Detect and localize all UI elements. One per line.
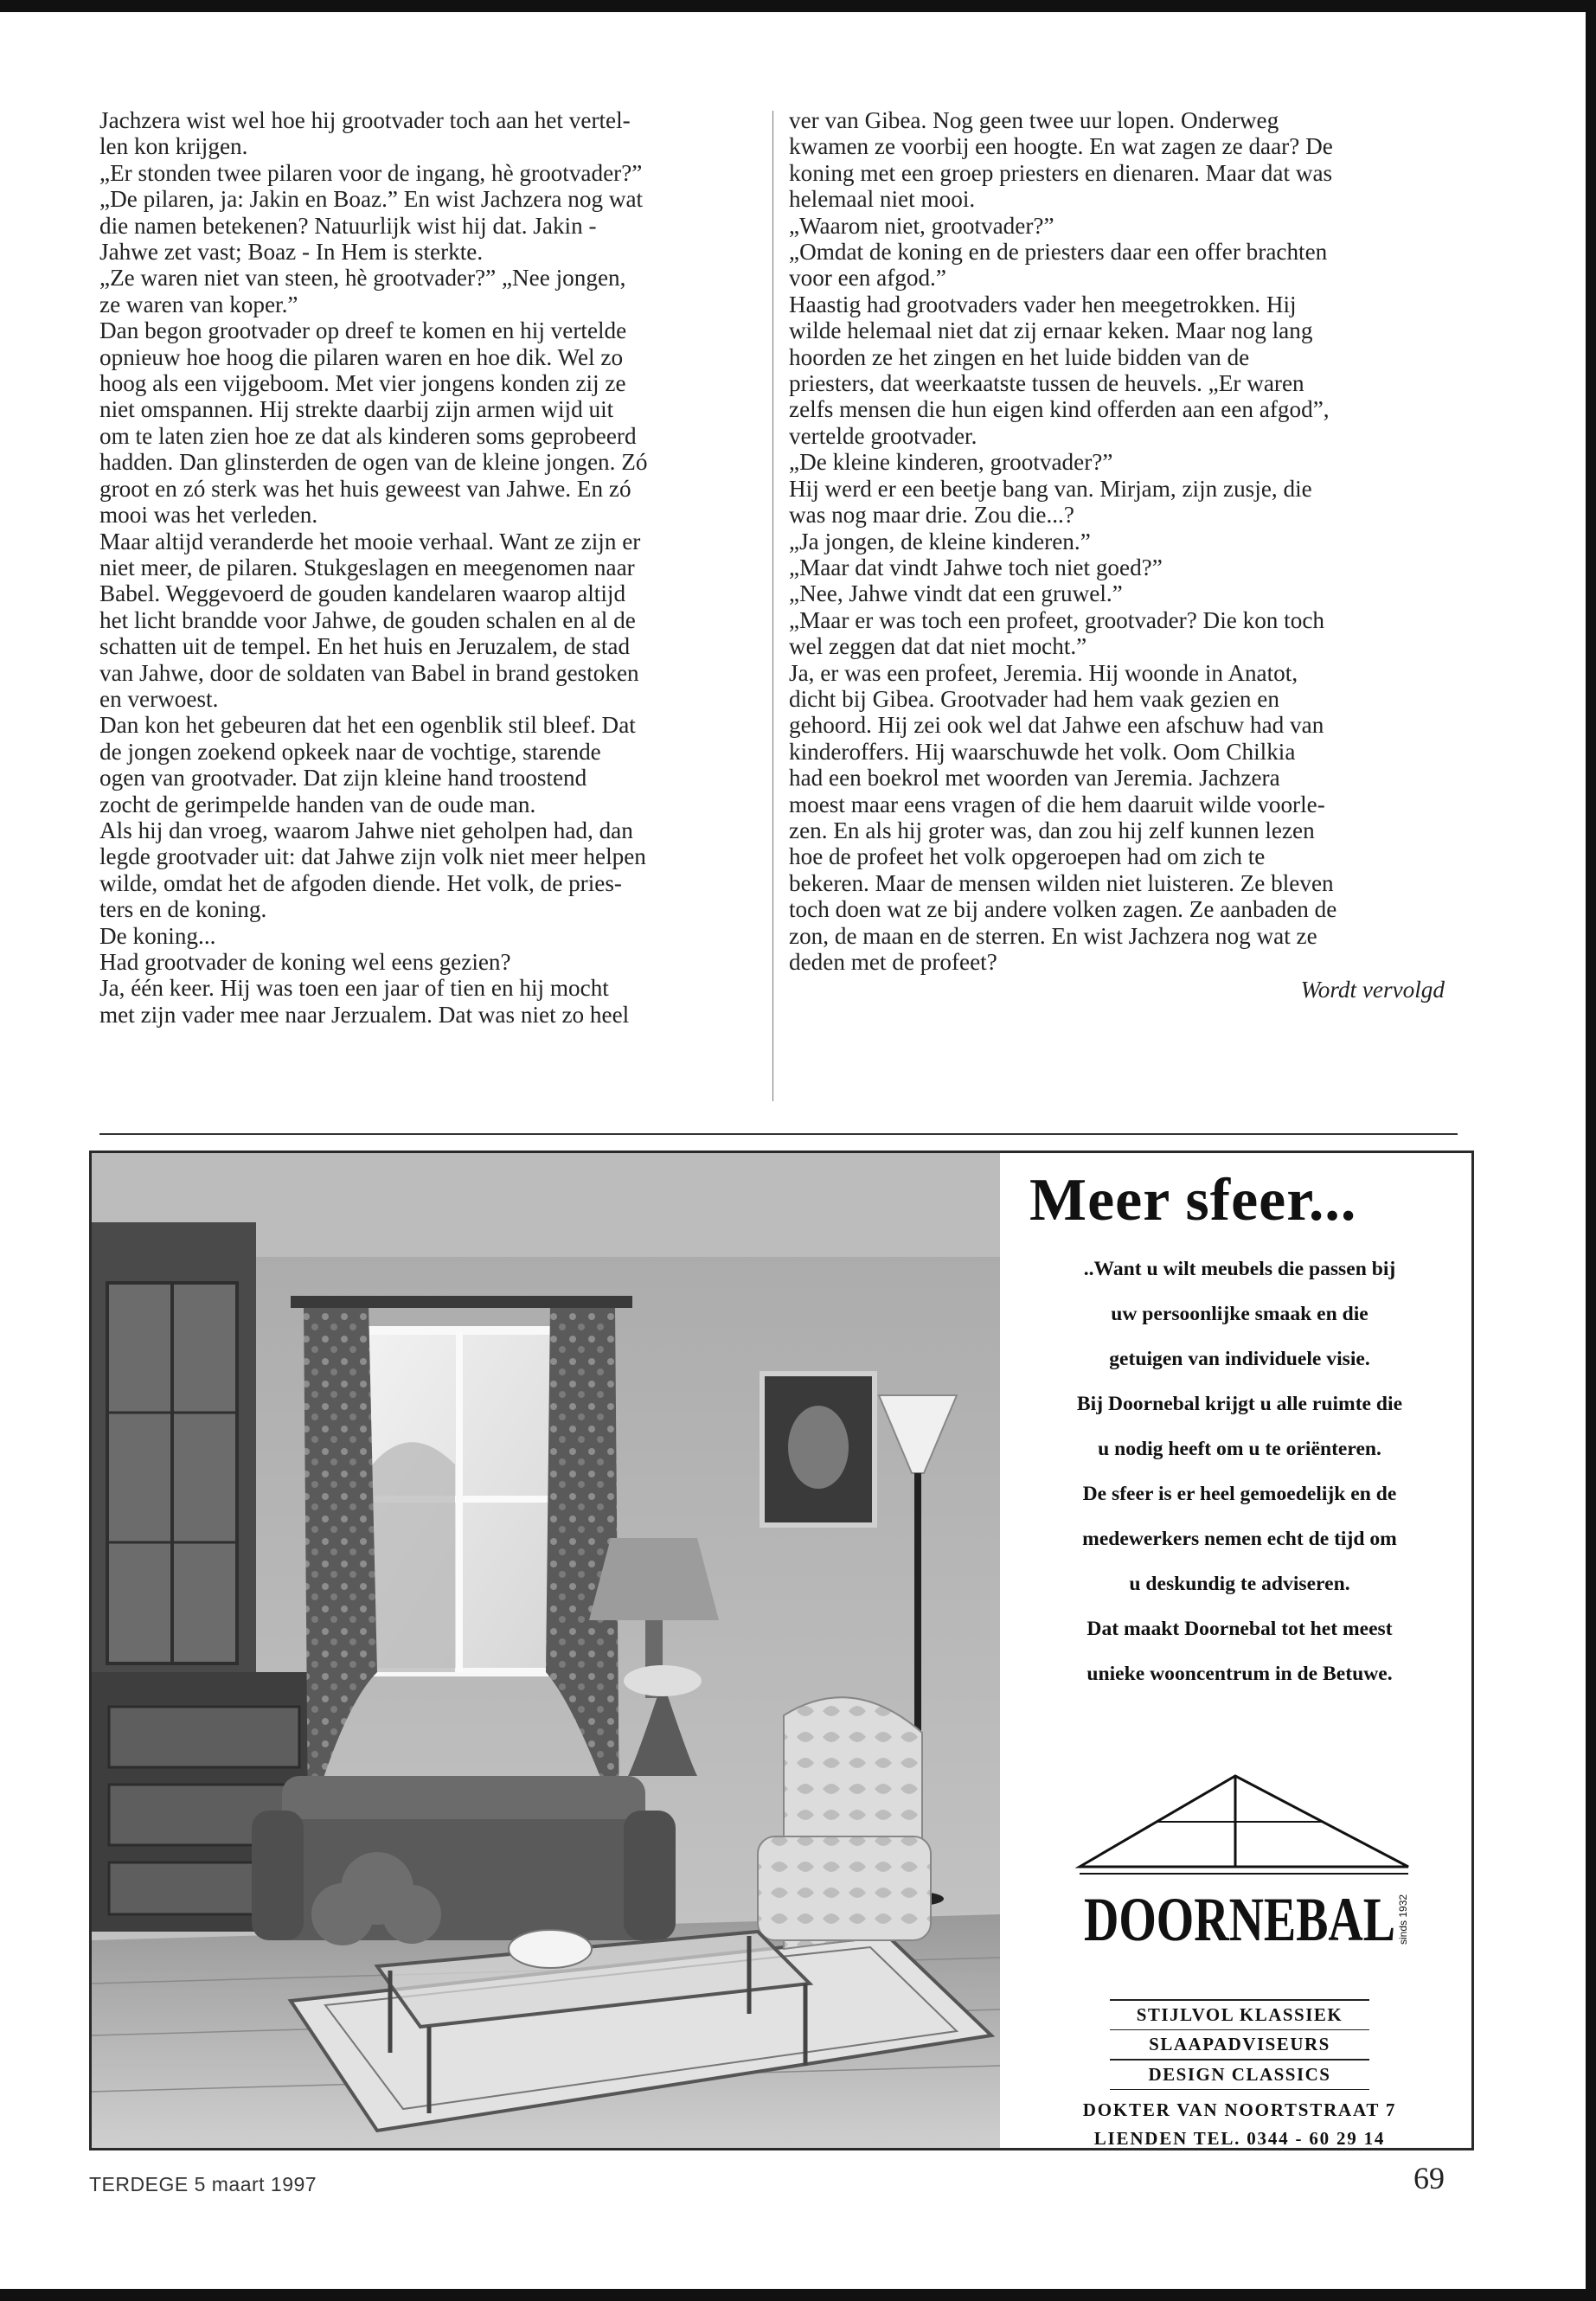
article-line: was nog maar drie. Zou die...? — [789, 502, 1074, 529]
article-line: Ja, één keer. Hij was toen een jaar of tien en hij mocht — [99, 975, 609, 1002]
article-line: vertelde grootvader. — [789, 422, 977, 449]
advert-body-line: uw persoonlijke smaak en die — [1111, 1303, 1368, 1325]
article-line: kinderoffers. Hij waarschuwde het volk. Oom Chilkia — [789, 738, 1296, 765]
article-line: zon, de maan en de sterren. En wist Jachzera nog wat ze — [789, 922, 1317, 949]
article-line: van Jahwe, door de soldaten van Babel in brand gestoken — [99, 659, 639, 686]
living-room-photo — [92, 1153, 1000, 2148]
scan-border-bottom — [0, 2289, 1596, 2301]
article-line: Dan begon grootvader op dreef te komen en hij vertelde — [99, 317, 627, 344]
doornebal-advert — [89, 1150, 1474, 2150]
advert-body — [1010, 1247, 1469, 1696]
article-line: kwamen ze voorbij een hoogte. En wat zagen ze daar? De — [789, 133, 1333, 160]
article-line: moest maar eens vragen of die hem daaruit wilde voorle- — [789, 791, 1325, 817]
article-line: om te laten zien hoe ze dat als kinderen soms geprobeerd — [99, 422, 637, 449]
article-line: Maar altijd veranderde het mooie verhaal. Want ze zijn er — [99, 528, 641, 554]
article-line: Ja, er was een profeet, Jeremia. Hij woonde in Anatot, — [789, 659, 1298, 686]
publication-footer: TERDEGE 5 maart 1997 — [89, 2173, 317, 2195]
article-left-column — [99, 107, 757, 1028]
article-line: helemaal niet mooi. — [789, 186, 976, 213]
speciality-tag: SLAAPADVISEURS — [1149, 2034, 1330, 2054]
article-line: wilde helemaal niet dat zij ernaar keken. Maar nog lang — [789, 317, 1313, 344]
advert-body-line: unieke wooncentrum in de Betuwe. — [1086, 1663, 1393, 1685]
article-line: „Maar er was toch een profeet, grootvader? Die kon toch — [789, 606, 1324, 633]
speciality-tag: STIJLVOL KLASSIEK — [1136, 2003, 1343, 2025]
article-line: schatten uit de tempel. En het huis en Jeruzalem, de stad — [99, 633, 631, 660]
article-line: dicht bij Gibea. Grootvader had hem vaak gezien en — [789, 685, 1279, 712]
article-line: „Ze waren niet van steen, hè grootvader?” „Nee jongen, — [99, 265, 626, 292]
column-divider — [772, 111, 773, 1101]
article-line: ogen van grootvader. Dat zijn kleine hand troostend — [99, 765, 587, 792]
article-line: bekeren. Maar de mensen wilden niet luisteren. Ze bleven — [789, 869, 1334, 896]
article-line: wel zeggen dat dat niet mocht.” — [789, 633, 1087, 660]
article-line: zelfs mensen die hun eigen kind offerden aan een afgod”, — [789, 396, 1330, 423]
advert-top-rule — [99, 1133, 1458, 1135]
advert-body-line: Dat maakt Doornebal tot het meest — [1086, 1618, 1393, 1640]
article-line: priesters, dat weerkaatste tussen de heuvels. „Er waren — [789, 370, 1304, 397]
article-line: Hij werd er een beetje bang van. Mirjam, zijn zusje, die — [789, 475, 1312, 502]
article-line: hoe de profeet het volk opgeroepen had om zich te — [789, 843, 1266, 870]
article-line: en verwoest. — [99, 685, 219, 712]
article-line: groot en zó sterk was het huis geweest van Jahwe. En zó — [99, 475, 631, 502]
to-be-continued: Wordt vervolgd — [1300, 977, 1445, 1003]
article-line: die namen betekenen? Natuurlijk wist hij dat. Jakin - — [99, 212, 597, 239]
address-line: DOKTER VAN NOORTSTRAAT 7 — [1082, 2099, 1397, 2120]
advert-address — [1010, 2096, 1469, 2150]
article-line: Had grootvader de koning wel eens gezien? — [99, 949, 511, 975]
article-line: ze waren van koper.” — [99, 291, 298, 317]
article-line: „De kleine kinderen, grootvader?” — [789, 449, 1113, 476]
article-line: toch doen wat ze bij andere volken zagen. Ze aanbaden de — [789, 896, 1337, 923]
article-line: De koning... — [99, 922, 216, 949]
article-right-column — [789, 107, 1455, 1003]
article-line: Als hij dan vroeg, waarom Jahwe niet geholpen had, dan — [99, 817, 633, 843]
article-line: len kon krijgen. — [99, 133, 248, 160]
page-number: 69 — [1413, 2161, 1445, 2195]
article-line: „De pilaren, ja: Jakin en Boaz.” En wist Jachzera nog wat — [99, 186, 644, 213]
article-line: ters en de koning. — [99, 896, 267, 923]
article-line: de jongen zoekend opkeek naar de vochtige, starende — [99, 738, 601, 765]
logo-wordmark: DOORNEBAL — [1084, 1885, 1395, 1954]
scan-border-top — [0, 0, 1596, 12]
article-line: „Omdat de koning en de priesters daar een offer brachten — [789, 239, 1328, 266]
article-line: deden met de profeet? — [789, 949, 997, 975]
article-line: „Nee, Jahwe vindt dat een gruwel.” — [789, 580, 1123, 607]
article-line: „Er stonden twee pilaren voor de ingang, hè grootvader?” — [99, 159, 643, 186]
advert-body-line: Bij Doornebal krijgt u alle ruimte die — [1076, 1393, 1403, 1415]
article-line: met zijn vader mee naar Jerzualem. Dat was niet zo heel — [99, 1001, 630, 1028]
article-line: „Waarom niet, grootvader?” — [789, 212, 1054, 239]
advert-body-line: De sfeer is er heel gemoedelijk en de — [1082, 1483, 1397, 1505]
article-line: koning met een groep priesters en dienaren. Maar dat was — [789, 159, 1333, 186]
article-line: voor een afgod.” — [789, 265, 946, 292]
article-line: legde grootvader uit: dat Jahwe zijn volk niet meer helpen — [99, 843, 646, 870]
article-line: Dan kon het gebeuren dat het een ogenblik stil bleef. Dat — [99, 712, 636, 739]
article-line: zocht de gerimpelde handen van de oude man. — [99, 791, 536, 817]
advert-body-line: getuigen van individuele visie. — [1109, 1348, 1370, 1370]
scan-border-right — [1586, 0, 1596, 2301]
advert-body-line: u deskundig te adviseren. — [1129, 1573, 1350, 1595]
article-line: mooi was het verleden. — [99, 502, 318, 529]
advert-body-line: medewerkers nemen echt de tijd om — [1082, 1528, 1397, 1550]
advert-copy — [1010, 1153, 1469, 2148]
article-line: hoog als een vijgeboom. Met vier jongens konden zij ze — [99, 370, 626, 397]
article-line: niet meer, de pilaren. Stukgeslagen en meegenomen naar — [99, 554, 635, 580]
article-line: niet omspannen. Hij strekte daarbij zijn armen wijd uit — [99, 396, 614, 423]
article-line: Jahwe zet vast; Boaz - In Hem is sterkte. — [99, 239, 484, 266]
advert-body-line: ..Want u wilt meubels die passen bij — [1083, 1258, 1396, 1280]
article-line: Haastig had grootvaders vader hen meegetrokken. Hij — [789, 291, 1297, 317]
advert-body-line: u nodig heeft om u te oriënteren. — [1098, 1438, 1381, 1460]
article-line: wilde, omdat het de afgoden diende. Het volk, de pries- — [99, 869, 622, 896]
advert-specialities — [1010, 1999, 1469, 2090]
article-line: „Ja jongen, de kleine kinderen.” — [789, 528, 1091, 554]
article-line: zen. En als hij groter was, dan zou hij zelf kunnen lezen — [789, 817, 1315, 843]
advert-headline: Meer sfeer... — [1029, 1167, 1357, 1234]
article-line: Babel. Weggevoerd de gouden kandelaren waarop altijd — [99, 580, 626, 607]
article-line: gehoord. Hij zei ook wel dat Jahwe een afschuw had van — [789, 712, 1324, 739]
tag-rule — [1110, 2089, 1369, 2091]
article-line: ver van Gibea. Nog geen twee uur lopen. Onderweg — [789, 107, 1279, 133]
speciality-tag: DESIGN CLASSICS — [1148, 2063, 1331, 2085]
article-line: hoorden ze het zingen en het luide bidden van de — [789, 343, 1250, 370]
article-line: het licht brandde voor Jahwe, de gouden schalen en al de — [99, 606, 636, 633]
address-line: LIENDEN TEL. 0344 - 60 29 14 — [1093, 2128, 1386, 2149]
article-line: Jachzera wist wel hoe hij grootvader toch aan het vertel- — [99, 107, 631, 133]
article-line: hadden. Dan glinsterden de ogen van de kleine jongen. Zó — [99, 449, 648, 476]
logo-since: sinds 1932 — [1397, 1894, 1409, 1945]
article-line: opnieuw hoe hoog die pilaren waren en hoe dik. Wel zo — [99, 343, 624, 370]
article-line: had een boekrol met woorden van Jeremia. Jachzera — [789, 765, 1280, 792]
article-line: „Maar dat vindt Jahwe toch niet goed?” — [789, 554, 1163, 580]
doornebal-logo — [1062, 1772, 1426, 1971]
